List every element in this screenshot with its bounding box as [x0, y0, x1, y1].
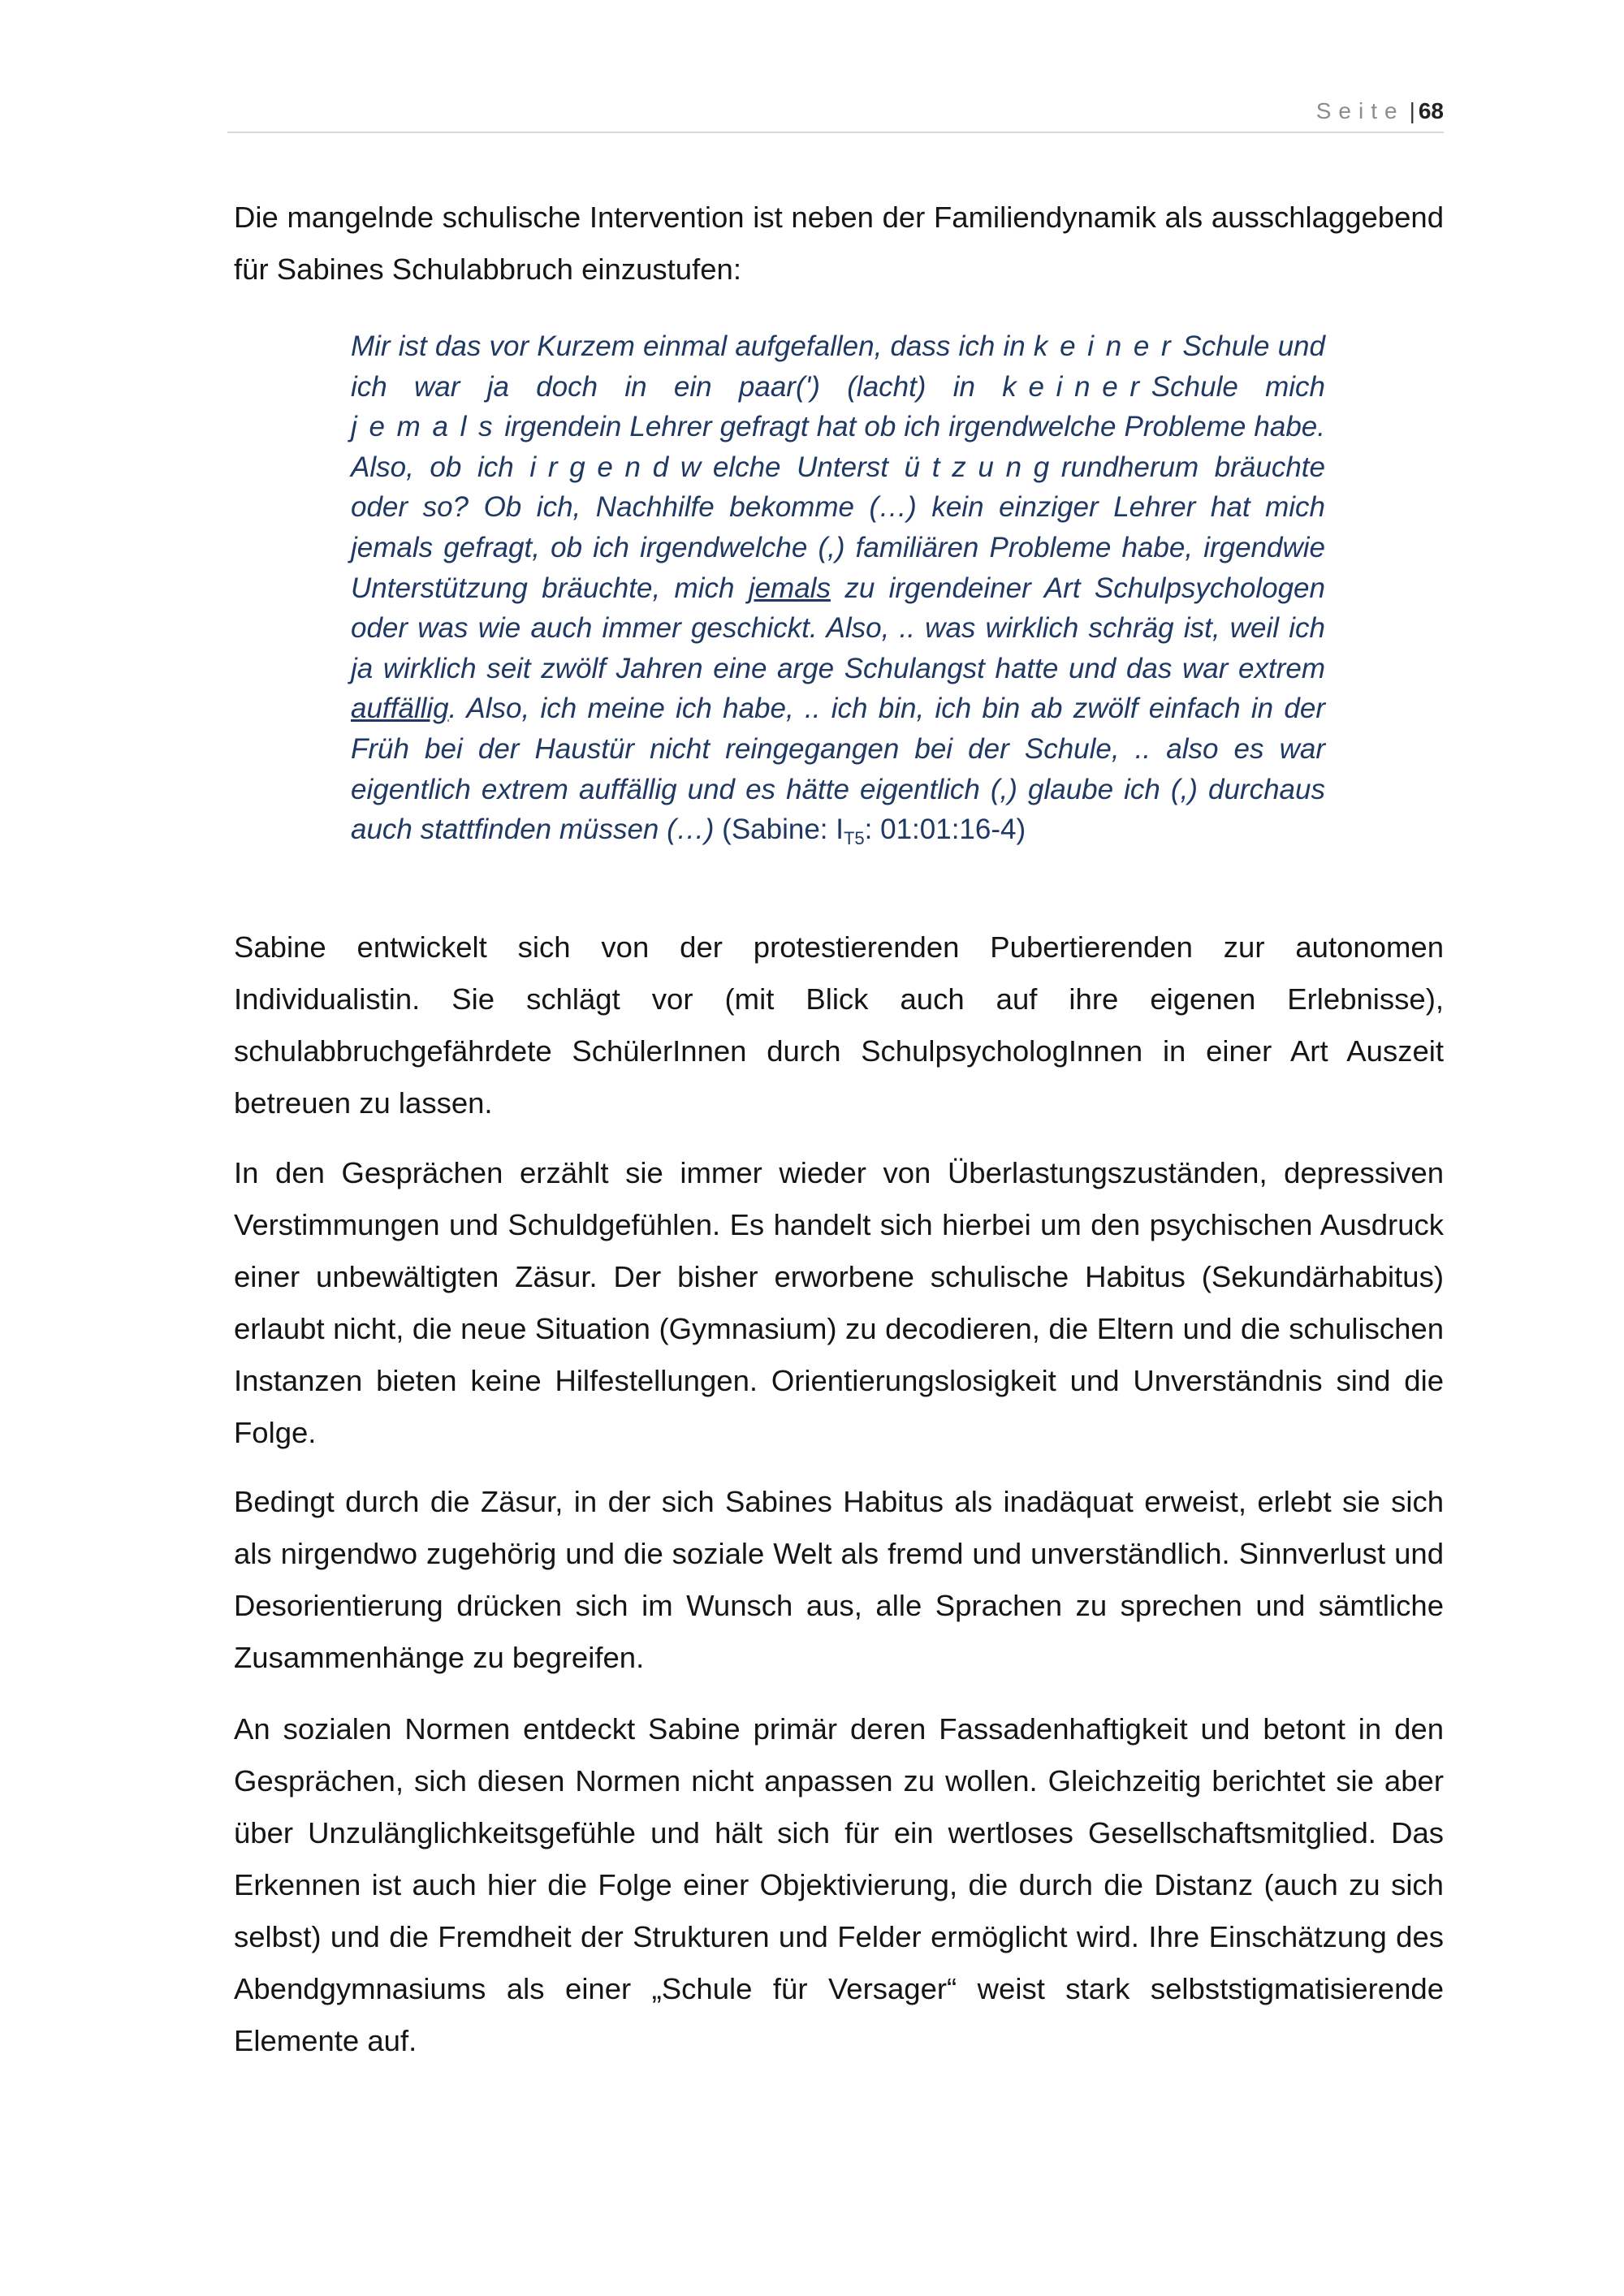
citation-subscript: T5: [843, 828, 865, 849]
quote-underlined: jemals: [748, 572, 831, 604]
page-header-label: [1316, 97, 1444, 125]
quote-emphasis: jemals: [351, 411, 505, 443]
quote-text: elche: [712, 451, 781, 483]
page-number: 68: [1418, 98, 1444, 123]
quote-emphasis: keiner: [1002, 370, 1151, 403]
body-paragraph: Sabine entwickelt sich von der protestierenden Pubertierenden zur autonomen Individualistin. Sie schlägt vor (mit Blick auch auf ihre eigenen Erlebnisse), schulabbruchgefährdete SchülerInnen durch SchulpsychologInnen in einer Art Auszeit betreuen zu lassen.: [234, 930, 1444, 1120]
quote-emphasis: keiner: [1033, 330, 1183, 362]
citation-open: (Sabine: I: [722, 814, 844, 846]
quote-emphasis: irgendw: [529, 451, 713, 483]
body-paragraph: An sozialen Normen entdeckt Sabine primär deren Fassadenhaftigkeit und betont in den Gesprächen, sich diesen Normen nicht anpassen zu wollen. Gleichzeitig berichtet sie aber über Unzulänglichkeitsgefühle und hält sich für ein wertloses Gesellschaftsmitglied. Das Erkennen ist auch hier die Folge einer Objektivierung, die durch die Distanz (auch zu sich selbst) und die Fremdheit der Strukturen und Felder ermöglicht wird. Ihre Einschätzung des Abendgymnasiums als einer „Schule für Versager“ weist stark selbststigmatisierende Elemente auf.: [234, 1712, 1444, 2057]
quote-text: rundherum bräuchte oder so? Ob ich, Nachhilfe bekomme (…) kein einziger Lehrer hat mich jemals gefragt, ob ich irgendwelche (,) familiären Probleme habe, irgendwie Unterstützung bräuchte, mich: [351, 451, 1325, 604]
header-separator: |: [1409, 98, 1415, 123]
quote-text: Schule mich: [1151, 370, 1325, 403]
quote-emphasis: ützung: [904, 451, 1061, 483]
interview-quote: [351, 326, 1325, 859]
header-seite-label: Seite: [1315, 98, 1405, 123]
quote-text: Schule und ich war ja doch in ein paar(') (lacht) in: [351, 330, 1325, 403]
body-paragraph: In den Gesprächen erzählt sie immer wieder von Überlastungszuständen, depressiven Verstimmungen und Schuldgefühlen. Es handelt sich hierbei um den psychischen Ausdruck einer unbewältigten Zäsur. Der bisher erworbene schulische Habitus (Sekundärhabitus) erlaubt nicht, die neue Situation (Gymnasium) zu decodieren, die Eltern und die schulischen Instanzen bieten keine Hilfestellungen. Orientierungslosigkeit und Unverständnis sind die Folge.: [234, 1156, 1444, 1449]
quote-text: irgendein Lehrer gefragt hat ob ich irgendwelche Probleme habe. Also, ob ich: [351, 411, 1325, 483]
intro-paragraph: Die mangelnde schulische Intervention ist neben der Familiendynamik als ausschlaggebend für Sabines Schulabbruch einzustufen:: [234, 201, 1444, 286]
quote-text: . Also, ich meine ich habe, .. ich bin, ich bin ab zwölf einfach in der Früh bei der Haustür nicht reingegangen bei der Schule, .. also es war eigentlich extrem auffällig und es hätte eigentlich (,) glaube ich (,) durchaus auch stattfinden müssen (…): [351, 693, 1325, 846]
quote-text: Unterst: [797, 451, 888, 483]
quote-citation: [722, 814, 1026, 849]
body-paragraph: Bedingt durch die Zäsur, in der sich Sabines Habitus als inadäquat erweist, erlebt sie sich als nirgendwo zugehörig und die soziale Welt als fremd und unverständlich. Sinnverlust und Desorientierung drücken sich im Wunsch aus, alle Sprachen zu sprechen und sämtliche Zusammenhänge zu begreifen.: [234, 1485, 1444, 1674]
citation-close: : 01:01:16-4): [864, 814, 1026, 846]
quote-underlined: auffällig: [351, 693, 449, 725]
page-header: [227, 96, 1444, 133]
quote-text: zu irgendeiner Art Schulpsychologen oder was wie auch immer geschickt. Also, .. was wirklich schräg ist, weil ich ja wirklich seit zwölf Jahren eine arge Schulangst hatte und das war extrem: [351, 572, 1325, 684]
quote-text: Mir ist das vor Kurzem einmal aufgefallen, dass ich in: [351, 330, 1026, 362]
